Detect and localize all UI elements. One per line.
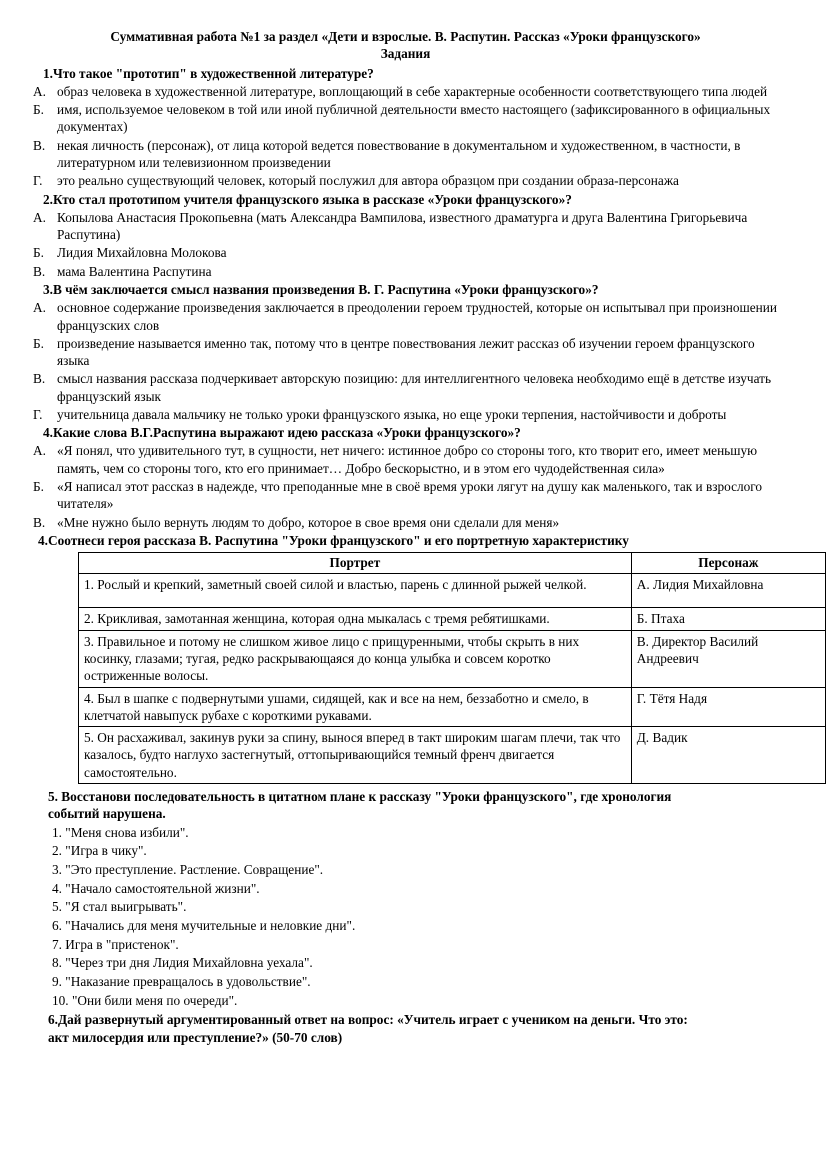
list-item: 3. "Это преступление. Растление. Совращение". — [52, 861, 324, 877]
question-3-option-v — [30, 370, 781, 405]
question-3-prompt: 3.В чём заключается смысл названия произведения В. Г. Распутина «Уроки французского»? — [43, 281, 599, 297]
option-text: мама Валентина Распутина — [57, 263, 212, 279]
option-letter: Б. — [33, 335, 44, 351]
table-cell-portrait: 3. Правильное и потому не слишком живое лицо с прищуренными, чтобы скрыть в них косинку, глазами; тугая, редко раскрывающаяся до конца улыбка и совсем коротко остриженные волосы. — [79, 630, 632, 687]
document-subtitle: Задания — [380, 46, 431, 62]
question-3-option-b — [30, 335, 781, 370]
question-1-option-a — [30, 83, 781, 100]
list-item: 7. Игра в "пристенок". — [52, 936, 179, 952]
sequence-task-prompt-line2: событий нарушена. — [48, 806, 166, 822]
question-3-option-g — [30, 406, 781, 423]
option-letter: А. — [33, 300, 46, 316]
option-text: «Я написал этот рассказ в надежде, что преподанные мне в своё время уроки лягут на душу как маленького, так и взрослого читателя» — [57, 479, 763, 512]
match-table — [78, 552, 826, 784]
option-letter: В. — [33, 371, 46, 387]
sequence-task-prompt-line1: 5. Восстанови последовательность в цитатном плане к рассказу "Уроки французского", где хронология — [48, 788, 672, 804]
essay-task-prompt-line1: 6.Дай развернутый аргументированный ответ на вопрос: «Учитель играет с учеником на деньги. Что это: — [48, 1012, 688, 1028]
question-2-option-v — [30, 263, 781, 280]
essay-task-prompt — [30, 1011, 781, 1046]
table-row — [79, 687, 826, 727]
table-row — [79, 608, 826, 630]
list-item: 9. "Наказание превращалось в удовольствие". — [52, 973, 311, 989]
table-header-portrait: Портрет — [79, 553, 632, 574]
option-text: имя, используемое человеком в той или иной публичной деятельности вместо настоящего (зафиксированного в официальных документах) — [57, 102, 771, 135]
question-2-prompt: 2.Кто стал прототипом учителя французского языка в рассказе «Уроки французского»? — [43, 191, 572, 207]
question-4-option-b — [30, 478, 781, 513]
option-text: «Мне нужно было вернуть людям то добро, которое в свое время они сделали для меня» — [57, 514, 560, 530]
option-text: произведение называется именно так, потому что в центре повествования лежит рассказ об изучении героем французского языка — [57, 335, 755, 369]
table-cell-portrait: 4. Был в шапке с подвернутыми ушами, сидящей, как и все на нем, беззаботно и смело, в клетчатой навыпуск рубахе с короткими рукавами. — [79, 687, 632, 727]
list-item: 8. "Через три дня Лидия Михайловна уехала". — [52, 955, 313, 971]
sequence-task-prompt — [30, 788, 781, 823]
table-row — [79, 727, 826, 784]
option-text: Лидия Михайловна Молокова — [57, 245, 227, 261]
table-cell-person: В. Директор Василий Андреевич — [631, 630, 825, 687]
essay-task-prompt-line2: акт милосердия или преступление?» (50-70 слов) — [48, 1029, 343, 1045]
question-4-option-v — [30, 514, 781, 531]
option-text: некая личность (персонаж), от лица которой ведется повествование в документальном и художественном, в частности, в литературном или телевизионном произведении — [57, 137, 741, 170]
list-item: 10. "Они били меня по очереди". — [52, 992, 238, 1008]
option-text: основное содержание произведения заключается в преодолении героем трудностей, которые он испытывал при произношении французских слов — [57, 300, 777, 333]
list-item: 2. "Игра в чику". — [52, 843, 147, 859]
table-cell-person: Д. Вадик — [631, 727, 825, 784]
question-3-option-a — [30, 299, 781, 334]
question-2-option-b — [30, 244, 781, 261]
option-letter: А. — [33, 83, 46, 99]
option-letter: А. — [33, 209, 46, 225]
question-1-option-g — [30, 172, 781, 189]
option-letter: В. — [33, 263, 46, 279]
option-letter: А. — [33, 443, 46, 459]
option-text: это реально существующий человек, который послужил для автора образцом при создании образа-персонажа — [57, 173, 679, 189]
option-text: учительница давала мальчику не только уроки французского языка, но еще уроки терпения, настойчивости и доброты — [57, 406, 727, 422]
match-task-prompt: 4.Соотнеси героя рассказа В. Распутина "Уроки французского" и его портретную характеристику — [38, 532, 629, 548]
option-letter: Б. — [33, 245, 44, 261]
option-letter: В. — [33, 137, 46, 153]
table-header-row — [79, 553, 826, 574]
question-4-prompt: 4.Какие слова В.Г.Распутина выражают идею рассказа «Уроки французского»? — [43, 425, 521, 441]
document-title: Суммативная работа №1 за раздел «Дети и взрослые. В. Распутин. Рассказ «Уроки французского» — [110, 29, 701, 44]
table-cell-person: Б. Птаха — [631, 608, 825, 630]
table-cell-person: Г. Тётя Надя — [631, 687, 825, 727]
option-text: «Я понял, что удивительного тут, в сущности, нет ничего: истинное добро со стороны того, кто творит его, имеет меньшую память, чем со стороны того, кто его принимает… Добро бескорыстно, и в этом его чудодейственная сила» — [57, 443, 758, 476]
question-1-prompt: 1.Что такое "прототип" в художественной литературе? — [43, 65, 374, 81]
option-text: образ человека в художественной литературе, воплощающий в себе характерные особенности соответствующего типа людей — [57, 83, 768, 99]
question-1-option-v — [30, 137, 781, 172]
table-row — [79, 574, 826, 608]
option-text: Копылова Анастасия Прокопьевна (мать Александра Вампилова, известного драматурга и друга Валентина Григорьевича Распутина) — [57, 209, 748, 243]
table-cell-portrait: 5. Он расхаживал, закинув руки за спину, вынося вперед в такт широким шагам плечи, так что казалось, будто наглухо застегнутый, оттопыривающийся темный френч двигается самостоятельно. — [79, 727, 632, 784]
list-item: 1. "Меня снова избили". — [52, 824, 189, 840]
option-letter: Б. — [33, 102, 44, 118]
option-letter: Г. — [33, 173, 43, 189]
table-cell-portrait: 2. Крикливая, замотанная женщина, которая одна мыкалась с тремя ребятишками. — [79, 608, 632, 630]
table-header-person: Персонаж — [631, 553, 825, 574]
question-4-option-a — [30, 442, 781, 477]
list-item: 5. "Я стал выигрывать". — [52, 899, 187, 915]
table-cell-person: А. Лидия Михайловна — [631, 574, 825, 608]
option-letter: Г. — [33, 406, 43, 422]
question-1-option-b — [30, 101, 781, 136]
table-cell-portrait: 1. Рослый и крепкий, заметный своей силой и властью, парень с длинной рыжей челкой. — [79, 574, 632, 608]
question-2-option-a — [30, 209, 781, 244]
option-text: смысл названия рассказа подчеркивает авторскую позицию: для интеллигентного человека необходимо ещё в детстве изучать французский язык — [57, 371, 772, 404]
option-letter: В. — [33, 514, 46, 530]
option-letter: Б. — [33, 479, 44, 495]
list-item: 4. "Начало самостоятельной жизни". — [52, 880, 260, 896]
list-item: 6. "Начались для меня мучительные и неловкие дни". — [52, 917, 356, 933]
table-row — [79, 630, 826, 687]
